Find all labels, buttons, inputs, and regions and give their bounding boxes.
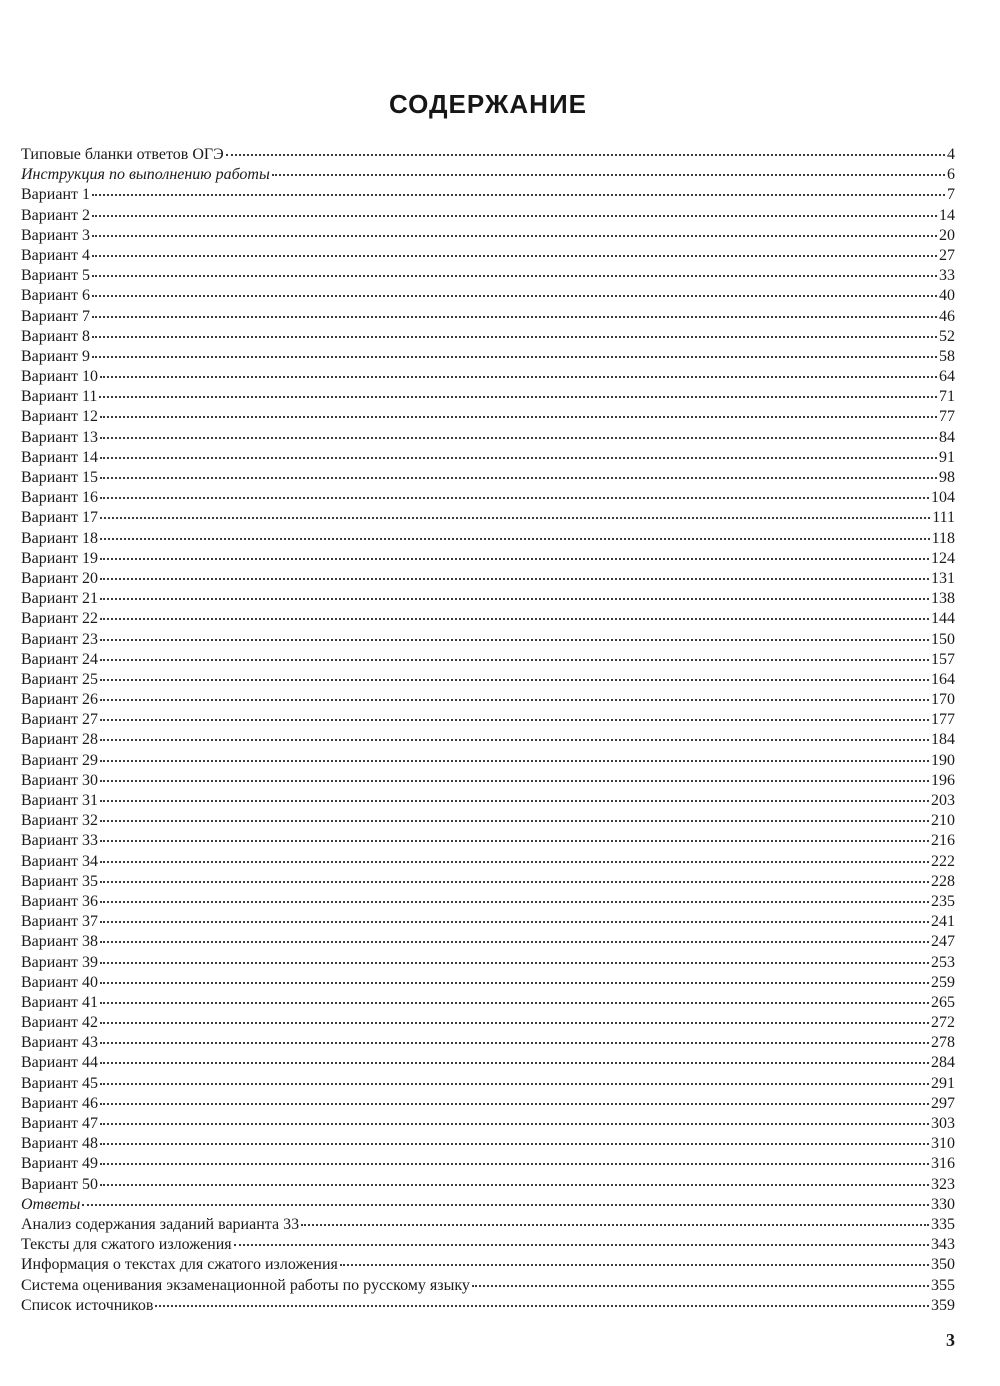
toc-entry-page: 111 <box>932 509 955 527</box>
toc-entry <box>21 1195 955 1215</box>
toc-entry <box>21 771 955 791</box>
toc-dot-leader <box>100 978 929 984</box>
toc-entry-page: 278 <box>931 1034 955 1052</box>
toc-entry-page: 58 <box>939 347 955 365</box>
toc-dot-leader <box>99 392 937 398</box>
toc-entry <box>21 1235 955 1255</box>
toc-entry <box>21 185 955 205</box>
toc-entry-page: 46 <box>939 307 955 325</box>
toc-entry <box>21 872 955 892</box>
toc-dot-leader <box>100 998 929 1004</box>
toc-entry-page: 284 <box>931 1054 955 1072</box>
toc-entry-page: 272 <box>931 1014 955 1032</box>
toc-entry-page: 228 <box>931 872 955 890</box>
toc-dot-leader <box>100 554 929 560</box>
toc-dot-leader <box>100 756 929 762</box>
toc-entry-label: Вариант 11 <box>21 388 98 406</box>
toc-entry-label: Вариант 29 <box>21 751 98 769</box>
toc-entry-page: 33 <box>939 267 955 285</box>
toc-entry-page: 216 <box>931 832 955 850</box>
toc-entry <box>21 407 955 427</box>
toc-entry-page: 71 <box>939 388 955 406</box>
toc-entry-page: 64 <box>939 368 955 386</box>
toc-entry-label: Вариант 10 <box>21 368 98 386</box>
toc-entry <box>21 206 955 226</box>
toc-entry <box>21 307 955 327</box>
toc-entry-page: 297 <box>931 1094 955 1112</box>
toc-entry-page: 343 <box>931 1236 955 1254</box>
toc-entry <box>21 1154 955 1174</box>
toc-entry <box>21 973 955 993</box>
toc-entry <box>21 529 955 549</box>
toc-entry <box>21 892 955 912</box>
toc-entry-label: Вариант 18 <box>21 529 98 547</box>
toc-entry <box>21 448 955 468</box>
page-title: СОДЕРЖАНИЕ <box>389 89 587 120</box>
toc-entry-label: Вариант 14 <box>21 448 98 466</box>
toc-entry-page: 104 <box>931 489 955 507</box>
toc-entry-page: 241 <box>931 913 955 931</box>
toc-entry-label: Ответы <box>21 1195 81 1213</box>
toc-entry <box>21 791 955 811</box>
toc-entry <box>21 367 955 387</box>
toc-entry-label: Вариант 23 <box>21 630 98 648</box>
toc-entry <box>21 428 955 448</box>
toc-entry-page: 247 <box>931 933 955 951</box>
toc-dot-leader <box>100 1058 929 1064</box>
toc-entry-label: Вариант 8 <box>21 327 90 345</box>
toc-dot-leader <box>234 1240 929 1246</box>
toc-entry <box>21 286 955 306</box>
toc-entry-page: 330 <box>931 1195 955 1213</box>
toc-entry-label: Вариант 1 <box>21 186 90 204</box>
toc-entry <box>21 630 955 650</box>
toc-entry-label: Вариант 28 <box>21 731 98 749</box>
toc-entry-page: 253 <box>931 953 955 971</box>
toc-dot-leader <box>100 655 929 661</box>
toc-entry-page: 150 <box>931 630 955 648</box>
toc-dot-leader <box>100 1099 929 1105</box>
toc-entry-label: Вариант 48 <box>21 1135 98 1153</box>
toc-dot-leader <box>155 1301 929 1307</box>
toc-entry-page: 177 <box>931 711 955 729</box>
toc-entry-label: Вариант 22 <box>21 610 98 628</box>
toc-entry-page: 222 <box>931 852 955 870</box>
toc-dot-leader <box>100 513 930 519</box>
toc-entry <box>21 266 955 286</box>
toc-dot-leader <box>100 1119 929 1125</box>
toc-entry <box>21 1134 955 1154</box>
toc-dot-leader <box>100 917 929 923</box>
table-of-contents <box>21 145 955 1316</box>
toc-entry-label: Вариант 42 <box>21 1014 98 1032</box>
toc-entry-label: Вариант 13 <box>21 428 98 446</box>
toc-entry-label: Вариант 45 <box>21 1074 98 1092</box>
toc-dot-leader <box>100 433 937 439</box>
toc-entry-label: Тексты для сжатого изложения <box>21 1236 232 1254</box>
toc-entry <box>21 1094 955 1114</box>
toc-entry-page: 164 <box>931 670 955 688</box>
toc-entry-page: 203 <box>931 792 955 809</box>
toc-dot-leader <box>226 150 945 156</box>
toc-entry-label: Вариант 25 <box>21 670 98 688</box>
toc-entry <box>21 508 955 528</box>
toc-entry-page: 84 <box>939 428 955 446</box>
toc-entry-label: Вариант 19 <box>21 549 98 567</box>
toc-entry <box>21 650 955 670</box>
toc-entry-page: 118 <box>931 529 955 547</box>
toc-entry-label: Вариант 47 <box>21 1115 98 1132</box>
toc-dot-leader <box>100 897 929 903</box>
toc-entry-label: Вариант 38 <box>21 933 98 951</box>
toc-dot-leader <box>272 170 945 176</box>
toc-entry-page: 265 <box>931 993 955 1011</box>
toc-entry <box>21 751 955 771</box>
toc-dot-leader <box>92 352 937 358</box>
toc-dot-leader <box>100 816 929 822</box>
toc-dot-leader <box>100 1079 929 1085</box>
toc-entry-page: 124 <box>931 549 955 567</box>
toc-entry <box>21 1114 955 1134</box>
toc-entry-label: Система оценивания экзаменационной работы по русскому языку <box>21 1276 470 1294</box>
toc-entry-page: 4 <box>947 146 955 163</box>
toc-entry-page: 355 <box>931 1276 955 1294</box>
toc-entry-page: 138 <box>931 590 955 608</box>
toc-dot-leader <box>100 1159 929 1165</box>
toc-entry-label: Список источников <box>21 1296 154 1314</box>
toc-entry-label: Вариант 34 <box>21 852 98 870</box>
toc-dot-leader <box>100 594 929 600</box>
toc-dot-leader <box>92 211 937 217</box>
toc-entry-label: Вариант 40 <box>21 973 98 991</box>
toc-entry-page: 190 <box>931 751 955 769</box>
toc-dot-leader <box>100 574 929 580</box>
toc-entry-label: Вариант 30 <box>21 771 98 789</box>
toc-entry-label: Вариант 9 <box>21 347 90 365</box>
toc-dot-leader <box>100 412 937 418</box>
toc-dot-leader <box>100 453 937 459</box>
toc-entry-page: 291 <box>931 1074 955 1092</box>
toc-entry-label: Вариант 33 <box>21 832 98 850</box>
toc-dot-leader <box>100 493 929 499</box>
toc-entry-page: 210 <box>931 812 955 830</box>
toc-dot-leader <box>100 695 929 701</box>
toc-entry-page: 335 <box>931 1215 955 1233</box>
toc-dot-leader <box>100 937 929 943</box>
toc-entry-label: Вариант 32 <box>21 812 98 830</box>
toc-entry-page: 77 <box>939 408 955 426</box>
toc-entry-page: 170 <box>931 691 955 709</box>
toc-entry-label: Вариант 27 <box>21 711 98 729</box>
toc-entry <box>21 347 955 367</box>
toc-entry-label: Вариант 2 <box>21 206 90 224</box>
toc-entry-label: Вариант 41 <box>21 993 98 1011</box>
toc-dot-leader <box>100 877 929 883</box>
toc-entry-label: Вариант 31 <box>21 792 98 809</box>
page-number: 3 <box>946 1330 955 1350</box>
toc-dot-leader <box>92 271 937 277</box>
toc-dot-leader <box>82 1200 929 1206</box>
toc-dot-leader <box>92 312 937 318</box>
toc-entry-page: 316 <box>931 1155 955 1173</box>
toc-entry <box>21 1175 955 1195</box>
toc-entry <box>21 1053 955 1073</box>
toc-entry-page: 98 <box>939 469 955 486</box>
toc-entry <box>21 670 955 690</box>
toc-dot-leader <box>92 231 937 237</box>
toc-dot-leader <box>100 473 937 479</box>
toc-entry <box>21 327 955 347</box>
toc-entry-label: Вариант 3 <box>21 226 90 244</box>
toc-entry-label: Вариант 39 <box>21 953 98 971</box>
toc-entry-label: Вариант 21 <box>21 590 98 608</box>
toc-dot-leader <box>100 836 929 842</box>
toc-dot-leader <box>100 1139 929 1145</box>
toc-entry-page: 157 <box>931 650 955 668</box>
toc-entry-page: 131 <box>931 569 955 587</box>
toc-dot-leader <box>100 635 929 641</box>
toc-dot-leader <box>100 715 929 721</box>
toc-entry-label: Вариант 50 <box>21 1175 98 1193</box>
toc-entry <box>21 1276 955 1296</box>
toc-dot-leader <box>100 857 929 863</box>
toc-entry-label: Вариант 35 <box>21 872 98 890</box>
toc-dot-leader <box>100 372 937 378</box>
toc-entry-page: 303 <box>931 1115 955 1132</box>
toc-entry-label: Вариант 20 <box>21 569 98 587</box>
toc-entry-label: Вариант 15 <box>21 469 98 486</box>
toc-dot-leader <box>100 1180 929 1186</box>
toc-entry-page: 27 <box>939 246 955 264</box>
toc-dot-leader <box>100 614 929 620</box>
toc-entry <box>21 468 955 488</box>
toc-entry-page: 6 <box>947 166 955 184</box>
toc-entry-label: Вариант 49 <box>21 1155 98 1173</box>
toc-dot-leader <box>100 776 929 782</box>
toc-dot-leader <box>100 796 929 802</box>
toc-entry <box>21 145 955 165</box>
toc-entry-page: 323 <box>931 1175 955 1193</box>
toc-entry-page: 7 <box>947 186 955 204</box>
toc-entry <box>21 993 955 1013</box>
toc-dot-leader <box>100 1038 929 1044</box>
toc-entry-label: Вариант 6 <box>21 287 90 305</box>
toc-entry <box>21 912 955 932</box>
toc-entry <box>21 1074 955 1094</box>
toc-entry <box>21 609 955 629</box>
toc-entry-page: 144 <box>931 610 955 628</box>
toc-dot-leader <box>472 1281 929 1287</box>
toc-entry <box>21 1033 955 1053</box>
toc-entry <box>21 1255 955 1275</box>
toc-entry <box>21 953 955 973</box>
toc-entry-page: 350 <box>931 1256 955 1274</box>
toc-entry-page: 91 <box>939 448 955 466</box>
toc-entry-label: Вариант 16 <box>21 489 98 507</box>
toc-entry <box>21 246 955 266</box>
toc-entry <box>21 569 955 589</box>
toc-entry-page: 52 <box>939 327 955 345</box>
toc-entry-page: 235 <box>931 892 955 910</box>
toc-entry-page: 184 <box>931 731 955 749</box>
toc-entry <box>21 932 955 952</box>
toc-dot-leader <box>100 675 929 681</box>
toc-dot-leader <box>92 251 937 257</box>
toc-entry <box>21 831 955 851</box>
toc-entry-label: Вариант 7 <box>21 307 90 325</box>
toc-entry-label: Анализ содержания заданий варианта 33 <box>21 1215 300 1233</box>
toc-entry-label: Инструкция по выполнению работы <box>21 166 270 184</box>
toc-dot-leader <box>92 190 945 196</box>
toc-dot-leader <box>301 1220 929 1226</box>
toc-dot-leader <box>100 735 929 741</box>
toc-entry <box>21 1215 955 1235</box>
toc-dot-leader <box>92 332 937 338</box>
toc-entry <box>21 852 955 872</box>
toc-entry-page: 40 <box>939 287 955 305</box>
toc-entry-label: Вариант 36 <box>21 892 98 910</box>
toc-entry <box>21 710 955 730</box>
toc-entry <box>21 165 955 185</box>
toc-entry-label: Вариант 4 <box>21 246 90 264</box>
toc-entry <box>21 589 955 609</box>
toc-entry-label: Вариант 17 <box>21 509 98 527</box>
toc-entry-label: Вариант 46 <box>21 1094 98 1112</box>
toc-dot-leader <box>100 958 929 964</box>
toc-entry-label: Вариант 26 <box>21 691 98 709</box>
toc-entry-page: 310 <box>931 1135 955 1153</box>
toc-entry-label: Вариант 24 <box>21 650 98 668</box>
toc-entry <box>21 1296 955 1316</box>
toc-entry <box>21 549 955 569</box>
toc-entry-label: Вариант 12 <box>21 408 98 426</box>
toc-dot-leader <box>92 291 937 297</box>
toc-entry <box>21 387 955 407</box>
toc-entry <box>21 488 955 508</box>
toc-entry-page: 259 <box>931 973 955 991</box>
toc-entry-label: Вариант 37 <box>21 913 98 931</box>
toc-entry-label: Вариант 44 <box>21 1054 98 1072</box>
toc-entry-page: 359 <box>931 1296 955 1314</box>
toc-dot-leader <box>100 534 930 540</box>
toc-entry <box>21 1013 955 1033</box>
toc-entry-page: 14 <box>939 206 955 224</box>
toc-entry-label: Информация о текстах для сжатого изложения <box>21 1256 338 1274</box>
toc-entry-page: 196 <box>931 771 955 789</box>
toc-entry <box>21 226 955 246</box>
toc-entry <box>21 730 955 750</box>
toc-entry-label: Вариант 5 <box>21 267 90 285</box>
toc-entry-label: Типовые бланки ответов ОГЭ <box>21 146 224 163</box>
toc-entry-page: 20 <box>939 226 955 244</box>
toc-entry-label: Вариант 43 <box>21 1034 98 1052</box>
toc-dot-leader <box>100 1018 929 1024</box>
toc-entry <box>21 811 955 831</box>
toc-dot-leader <box>340 1260 929 1266</box>
toc-entry <box>21 690 955 710</box>
